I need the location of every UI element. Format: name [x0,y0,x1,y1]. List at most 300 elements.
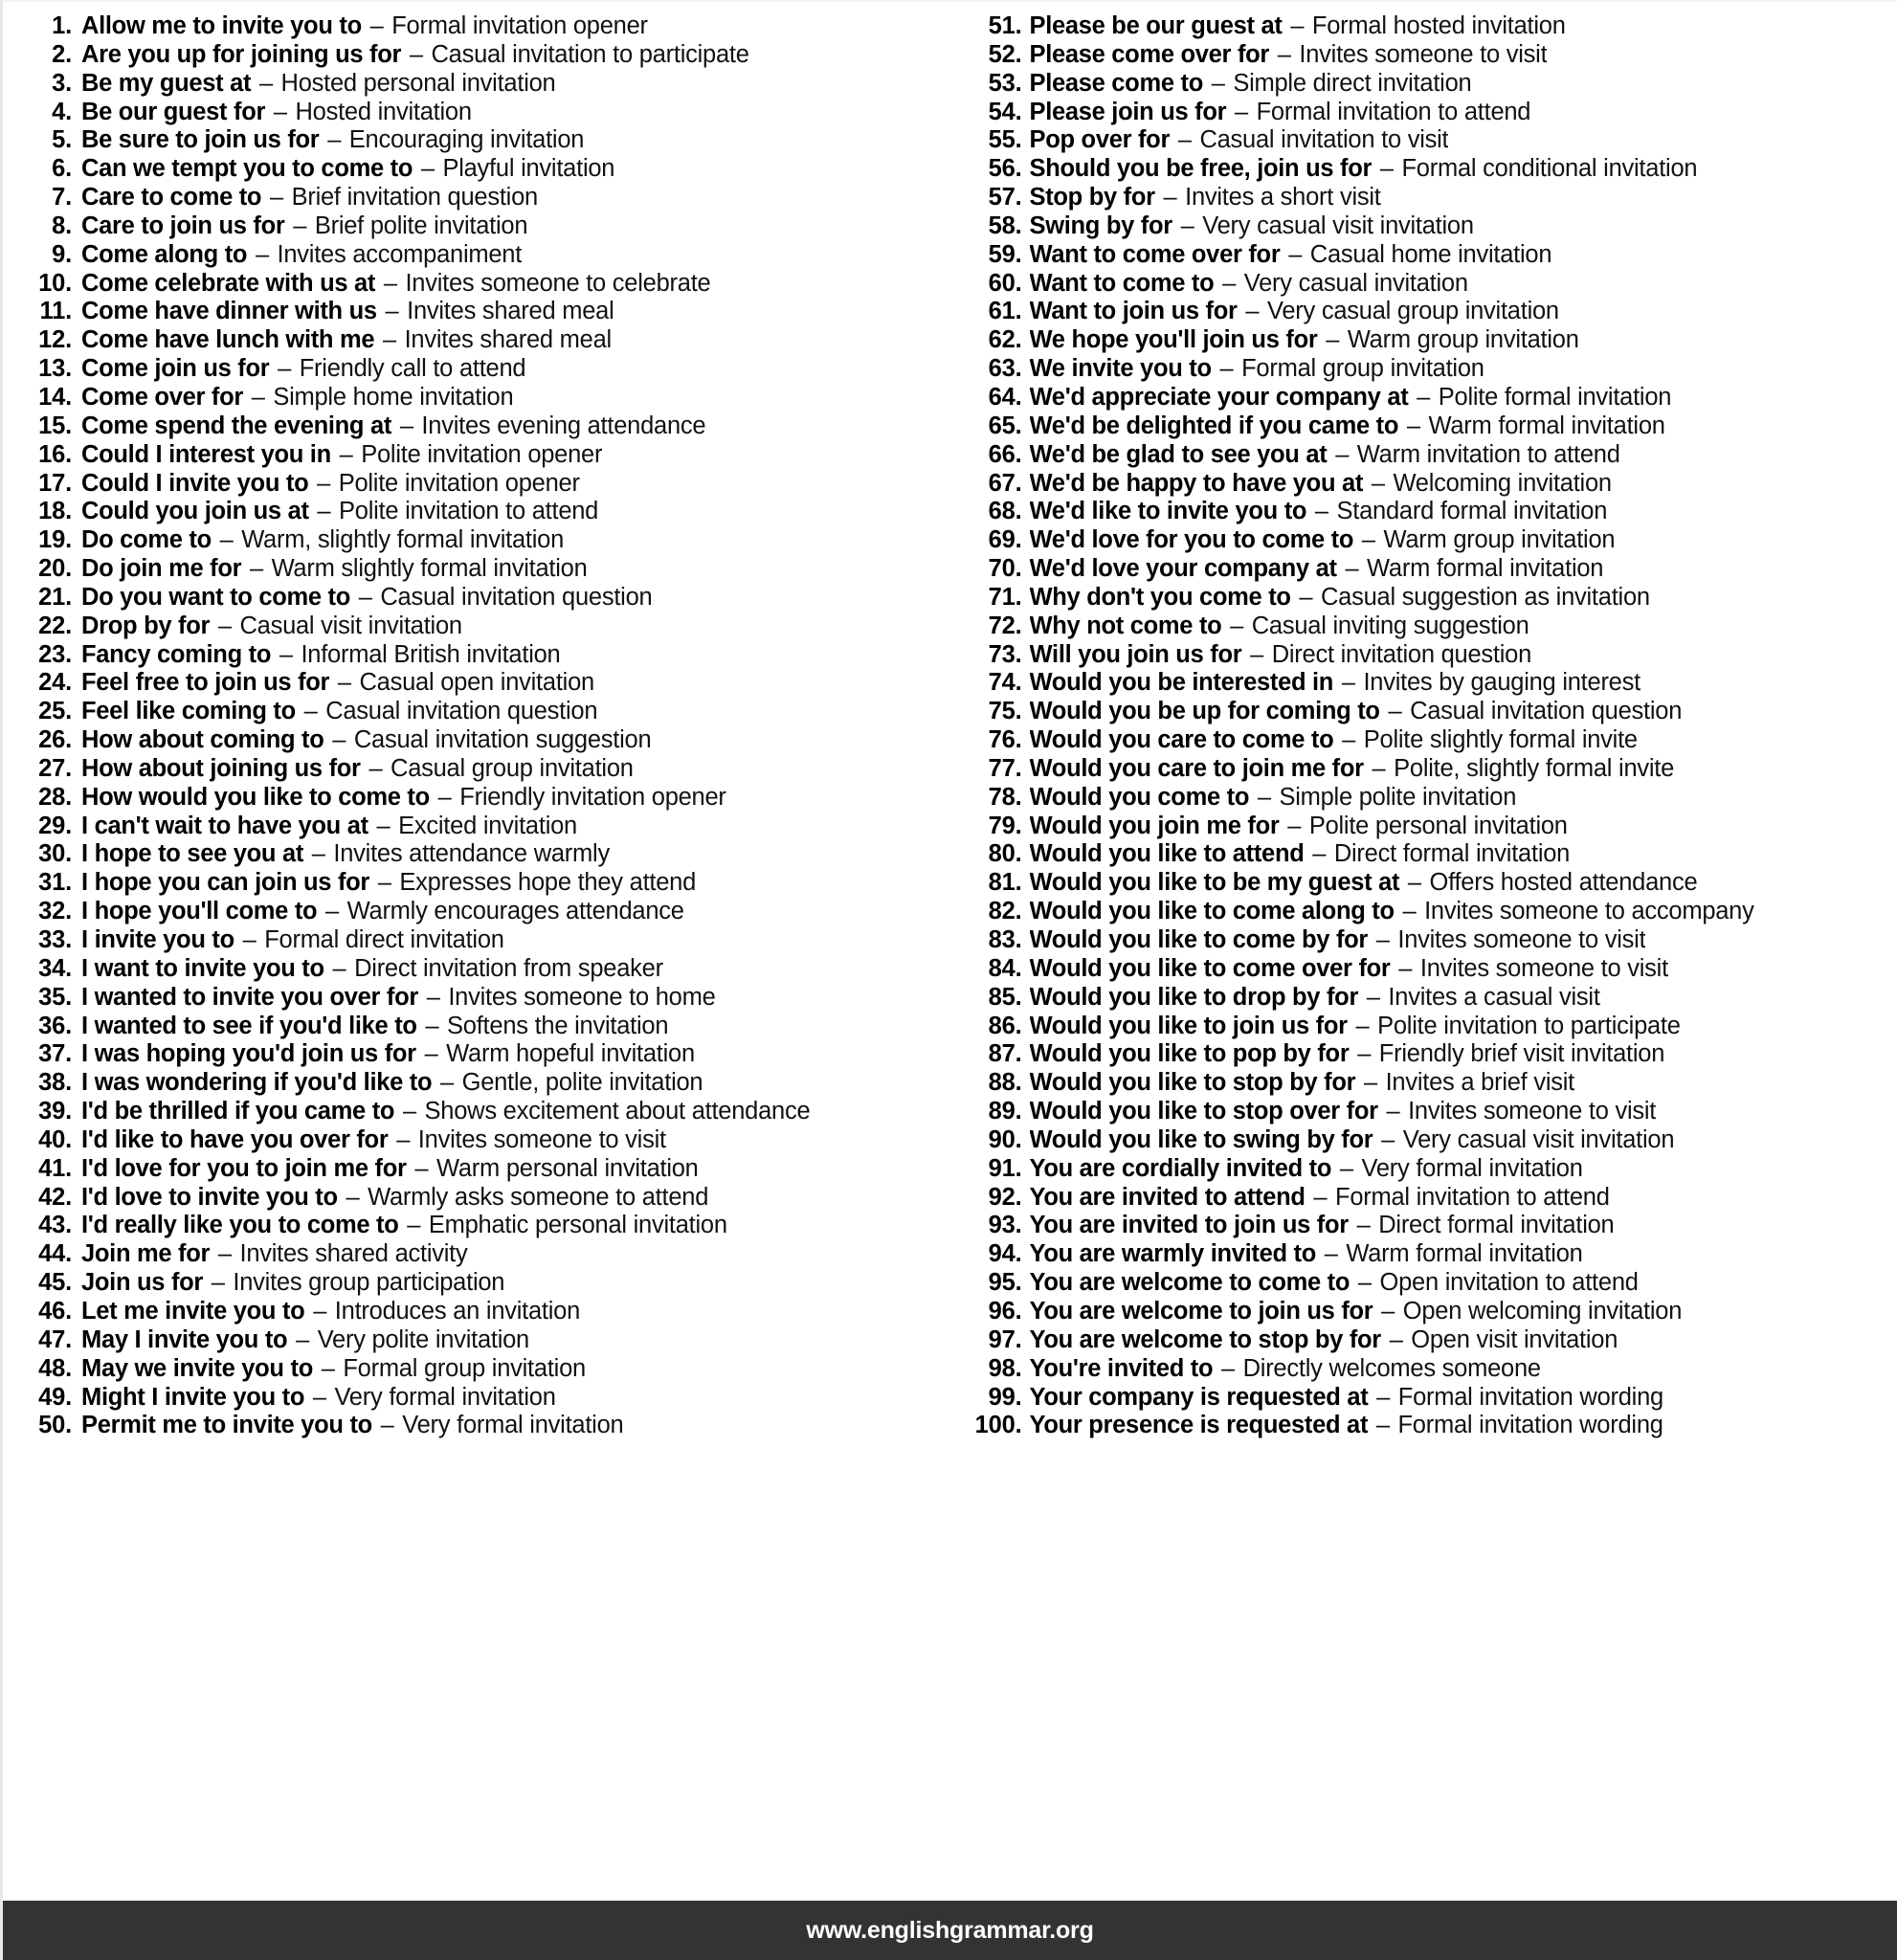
dash-separator: – [1163,184,1177,212]
list-item-body [81,955,663,984]
list-item [959,526,1897,555]
dash-separator: – [1314,498,1328,525]
list-item-body [1030,1040,1665,1069]
dash-separator: – [1376,1383,1390,1411]
invitation-phrase: Come have dinner with us [81,298,377,325]
list-item-body [81,669,594,698]
dash-separator: – [293,212,307,239]
list-item [959,1384,1897,1413]
list-item [18,1040,959,1069]
dash-separator: – [1288,240,1303,268]
list-item-number: 19. [38,526,72,554]
invitation-phrase: Please join us for [1029,98,1227,125]
invitation-phrase: Please be our guest at [1029,12,1283,39]
invitation-meaning: Open welcoming invitation [1402,1297,1683,1325]
list-item-number: 79. [988,812,1022,839]
dash-separator: – [409,40,423,68]
list-item [959,1212,1897,1240]
list-item-body [1030,212,1474,241]
invitation-phrase: I hope you'll come to [81,898,318,925]
list-item [959,669,1897,698]
invitation-phrase: Want to join us for [1029,298,1238,325]
invitation-meaning: Casual home invitation [1309,240,1552,268]
list-item [18,641,959,670]
invitation-phrase: Would you be interested in [1029,669,1334,697]
list-item-number: 58. [988,212,1022,239]
invitation-phrase: Come over for [81,383,243,411]
invitation-phrase: I can't wait to have you at [81,812,368,839]
list-item [959,926,1897,955]
list-item-number: 73. [988,640,1022,668]
two-column-list [3,2,1897,1897]
invitation-meaning: Very formal invitation [334,1383,556,1411]
invitation-phrase: I'd like to have you over for [81,1125,389,1153]
invitation-phrase: Will you join us for [1029,640,1242,668]
dash-separator: – [249,555,263,583]
invitation-meaning: Welcoming invitation [1393,469,1612,497]
invitation-meaning: Very formal invitation [402,1412,624,1439]
invitation-meaning: Gentle, polite invitation [461,1069,703,1097]
invitation-phrase: We hope you'll join us for [1029,326,1318,354]
invitation-meaning: Casual invitation to participate [431,40,749,68]
list-item-body [81,126,584,155]
invitation-meaning: Casual suggestion as invitation [1321,583,1650,611]
invitation-meaning: Encouraging invitation [348,126,585,154]
list-item [18,1098,959,1126]
list-item-body [81,1013,668,1041]
invitation-phrase: Please come over for [1029,40,1270,68]
invitation-meaning: Formal invitation to attend [1256,98,1531,125]
list-item-number: 92. [988,1183,1022,1211]
list-item-body [81,412,705,441]
invitation-meaning: Simple polite invitation [1279,783,1517,811]
list-item-number: 32. [38,898,72,925]
dash-separator: – [1222,269,1236,297]
invitation-phrase: You're invited to [1029,1354,1214,1382]
list-item [959,184,1897,212]
invitation-meaning: Casual invitation question [325,698,598,725]
list-item-number: 77. [988,754,1022,782]
list-item [959,1069,1897,1098]
list-item [18,784,959,813]
dash-separator: – [211,1269,225,1297]
list-item-body [1030,669,1640,698]
invitation-phrase: Come celebrate with us at [81,269,376,297]
invitation-phrase: Would you like to drop by for [1029,983,1359,1011]
list-item [959,1298,1897,1326]
list-item-number: 4. [52,98,72,125]
list-item-body [1030,99,1531,127]
invitation-phrase: Would you like to stop over for [1029,1098,1378,1125]
invitation-meaning: Introduces an invitation [334,1297,581,1325]
list-item [959,298,1897,326]
list-item-number: 47. [38,1325,72,1353]
invitation-phrase: Are you up for joining us for [81,40,402,68]
invitation-phrase: Why not come to [1029,612,1222,639]
list-item-number: 37. [38,1040,72,1068]
invitation-phrase: You are invited to join us for [1029,1212,1349,1239]
dash-separator: – [407,1212,421,1239]
list-item-number: 90. [988,1125,1022,1153]
list-item [959,984,1897,1013]
dash-separator: – [380,1412,394,1439]
invitation-phrase: Could I interest you in [81,440,331,468]
list-item-number: 33. [38,926,72,953]
invitation-meaning: Formal direct invitation [264,926,504,953]
footer-bar [3,1901,1897,1960]
dash-separator: – [1417,383,1431,411]
list-item-body [81,498,598,526]
list-item-body [1030,241,1552,270]
list-item-number: 72. [988,612,1022,639]
invitation-meaning: Warm formal invitation [1428,412,1665,439]
list-item [18,926,959,955]
list-item-number: 17. [38,469,72,497]
list-item-body [1030,441,1620,470]
invitation-meaning: Formal invitation to attend [1335,1183,1610,1211]
dash-separator: – [1299,583,1313,611]
list-item [18,270,959,299]
invitation-meaning: Formal invitation wording [1397,1412,1663,1439]
list-item [959,1355,1897,1384]
list-item-number: 41. [38,1154,72,1182]
invitation-meaning: Very formal invitation [1361,1154,1583,1182]
list-item-number: 49. [38,1383,72,1411]
list-item-body [1030,1069,1575,1098]
dash-separator: – [1339,1154,1353,1182]
list-item [18,726,959,755]
dash-separator: – [399,412,413,439]
invitation-phrase: Would you like to stop by for [1029,1069,1356,1097]
invitation-phrase: You are welcome to stop by for [1029,1325,1381,1353]
invitation-phrase: Want to come over for [1029,240,1281,268]
list-item-number: 95. [988,1269,1022,1297]
list-item-number: 70. [988,555,1022,583]
dash-separator: – [317,469,330,497]
list-item-number: 10. [38,269,72,297]
invitation-phrase: Do you want to come to [81,583,350,611]
list-item [959,126,1897,155]
list-item-number: 61. [988,298,1022,325]
list-item-number: 3. [52,69,72,97]
dash-separator: – [1342,726,1355,754]
list-item-number: 6. [52,155,72,183]
invitation-phrase: You are warmly invited to [1029,1240,1317,1268]
invitation-meaning: Warm invitation to attend [1356,440,1620,468]
list-item [18,669,959,698]
list-item-body [81,1212,727,1240]
invitation-meaning: Expresses hope they attend [399,869,697,897]
list-item [959,1184,1897,1213]
invitation-meaning: Invites someone to visit [1299,40,1548,68]
list-item-number: 66. [988,440,1022,468]
invitation-phrase: Would you like to swing by for [1029,1125,1373,1153]
list-item [18,155,959,184]
dash-separator: – [278,355,291,383]
dash-separator: – [437,783,452,811]
list-item-number: 94. [988,1240,1022,1268]
dash-separator: – [1375,926,1390,953]
invitation-meaning: Polite, slightly formal invite [1394,754,1675,782]
list-item [959,355,1897,384]
invitation-phrase: I hope you can join us for [81,869,370,897]
dash-separator: – [358,583,372,611]
dash-separator: – [1406,412,1420,439]
invitation-meaning: Warm formal invitation [1346,1240,1583,1268]
dash-separator: – [1177,126,1192,154]
dash-separator: – [1287,812,1302,839]
invitation-meaning: Brief polite invitation [314,212,528,239]
dash-separator: – [1235,98,1248,125]
dash-separator: – [426,983,440,1011]
invitation-meaning: Informal British invitation [301,640,561,668]
list-item [959,1040,1897,1069]
list-item-number: 35. [38,983,72,1011]
invitation-meaning: Hosted personal invitation [280,69,556,97]
list-item-number: 25. [38,698,72,725]
dash-separator: – [420,155,435,183]
list-item [959,1155,1897,1184]
list-item-body [81,1240,468,1269]
list-item [18,898,959,926]
list-item-number: 97. [988,1325,1022,1353]
list-item-number: 54. [988,98,1022,125]
list-item-number: 69. [988,526,1022,554]
invitation-phrase: I'd be thrilled if you came to [81,1098,395,1125]
invitation-meaning: Polite formal invitation [1438,383,1672,411]
list-item [959,840,1897,869]
list-item-body [81,241,522,270]
dash-separator: – [383,326,396,354]
invitation-meaning: Warm formal invitation [1367,555,1604,583]
dash-separator: – [1312,840,1327,868]
invitation-meaning: Shows excitement about attendance [424,1098,811,1125]
invitation-meaning: Invites someone to visit [1419,954,1668,982]
list-item [959,1412,1897,1440]
invitation-meaning: Emphatic personal invitation [428,1212,727,1239]
list-item-body [1030,526,1616,555]
list-item-body [1030,813,1568,841]
list-item-body [81,555,588,584]
list-item-body [81,984,716,1013]
dash-separator: – [1277,40,1291,68]
dash-separator: – [1230,612,1244,639]
invitation-meaning: Friendly invitation opener [459,783,726,811]
dash-separator: – [1371,469,1385,497]
list-item-body [1030,1269,1639,1298]
invitation-phrase: Come have lunch with me [81,326,375,354]
list-item-body [1030,1184,1610,1213]
list-item [18,555,959,584]
list-item-number: 98. [988,1354,1022,1382]
list-item-number: 34. [38,954,72,982]
invitation-meaning: Very casual visit invitation [1202,212,1474,239]
list-item-number: 2. [52,40,72,68]
invitation-meaning: Formal invitation opener [391,12,648,39]
list-item-number: 55. [988,126,1022,154]
list-item-body [1030,155,1698,184]
list-item-body [81,898,684,926]
dash-separator: – [1388,698,1402,725]
list-item-number: 52. [988,40,1022,68]
dash-separator: – [1375,1412,1390,1439]
invitation-meaning: Invites a brief visit [1385,1069,1574,1097]
invitation-meaning: Playful invitation [442,155,615,183]
invitation-meaning: Direct invitation question [1271,640,1532,668]
list-item-number: 8. [52,212,72,239]
dash-separator: – [1372,754,1386,782]
invitation-meaning: Warm hopeful invitation [446,1040,695,1068]
list-item [18,813,959,841]
invitation-phrase: Care to join us for [81,212,285,239]
list-item-number: 67. [988,469,1022,497]
invitation-meaning: Casual invitation question [1410,698,1683,725]
invitation-phrase: We'd appreciate your company at [1029,383,1409,411]
invitation-meaning: Invites someone to visit [1397,926,1646,953]
list-item [18,1184,959,1213]
invitation-meaning: Casual group invitation [391,754,634,782]
invitation-phrase: You are welcome to join us for [1029,1297,1373,1325]
invitation-meaning: Softens the invitation [447,1012,669,1039]
invitation-phrase: Would you like to be my guest at [1029,869,1400,897]
list-item-body [81,1126,666,1155]
dash-separator: – [255,240,269,268]
list-item-number: 28. [38,783,72,811]
list-item-body [81,1326,529,1355]
list-item [18,126,959,155]
list-item [959,898,1897,926]
dash-separator: – [396,1125,411,1153]
list-item [959,1098,1897,1126]
list-item-body [1030,898,1754,926]
list-item [18,840,959,869]
list-item [959,412,1897,441]
invitation-phrase: Want to come to [1029,269,1215,297]
list-item [959,869,1897,898]
list-item-number: 23. [38,640,72,668]
dash-separator: – [1180,212,1194,239]
dash-separator: – [1341,669,1355,697]
dash-separator: – [1357,1269,1372,1297]
list-item-body [81,926,504,955]
list-item [18,1155,959,1184]
list-item [18,70,959,99]
dash-separator: – [440,1069,454,1097]
list-item [959,155,1897,184]
dash-separator: – [1381,1125,1395,1153]
list-item [18,955,959,984]
dash-separator: – [369,12,384,39]
dash-separator: – [1211,69,1225,97]
dash-separator: – [346,1183,360,1211]
list-item-body [81,1384,556,1413]
invitation-meaning: Friendly call to attend [299,355,526,383]
invitation-phrase: Why don't you come to [1029,583,1291,611]
dash-separator: – [296,1325,309,1353]
invitation-meaning: Invites someone to visit [1408,1098,1657,1125]
list-item [18,1355,959,1384]
list-item-body [81,326,612,355]
dash-separator: – [1219,355,1234,383]
invitation-meaning: Formal conditional invitation [1401,155,1698,183]
list-item [18,241,959,270]
invitation-phrase: I was hoping you'd join us for [81,1040,416,1068]
invitation-meaning: Brief invitation question [291,184,538,212]
dash-separator: – [1366,983,1380,1011]
list-item-number: 93. [988,1212,1022,1239]
list-item-number: 53. [988,69,1022,97]
invitation-meaning: Very casual invitation [1243,269,1468,297]
list-item-number: 46. [38,1297,72,1325]
invitation-meaning: Formal hosted invitation [1311,12,1566,39]
list-item-number: 13. [38,355,72,383]
list-item-number: 86. [988,1012,1022,1039]
list-item-body [1030,384,1672,412]
dash-separator: – [258,69,273,97]
list-item-body [81,612,462,641]
list-item-body [81,1040,695,1069]
invitation-meaning: Polite personal invitation [1308,812,1568,839]
invitation-meaning: Formal invitation wording [1397,1383,1663,1411]
list-item-body [81,70,555,99]
dash-separator: – [332,726,346,754]
list-item [18,184,959,212]
dash-separator: – [279,640,293,668]
dash-separator: – [1335,440,1350,468]
list-item-number: 1. [52,12,72,39]
invitation-phrase: How about joining us for [81,754,361,782]
dash-separator: – [1326,326,1340,354]
list-item-body [1030,126,1449,155]
list-item-number: 26. [38,726,72,754]
invitation-phrase: Might I invite you to [81,1383,305,1411]
list-item [18,384,959,412]
list-item-body [1030,498,1608,526]
dash-separator: – [1389,1325,1403,1353]
invitation-phrase: Come join us for [81,355,270,383]
dash-separator: – [217,612,232,639]
dash-separator: – [425,1012,439,1039]
list-item-body [81,526,564,555]
list-item-number: 89. [988,1098,1022,1125]
dash-separator: – [312,1383,326,1411]
list-item-number: 22. [38,612,72,639]
invitation-phrase: Be our guest for [81,98,266,125]
list-item-body [1030,12,1566,41]
list-item-number: 83. [988,926,1022,953]
list-item [959,641,1897,670]
list-item [18,470,959,499]
list-item [959,70,1897,99]
list-item [959,1126,1897,1155]
list-item-body [81,726,651,755]
list-item-number: 75. [988,698,1022,725]
invitation-meaning: Simple home invitation [273,383,514,411]
invitation-phrase: We'd like to invite you to [1029,498,1307,525]
invitation-meaning: Very polite invitation [317,1325,529,1353]
site-url-label: www.englishgrammar.org [806,1916,1094,1944]
dash-separator: – [325,898,339,925]
list-item-number: 56. [988,155,1022,183]
list-item-body [81,698,597,726]
list-item-number: 30. [38,840,72,868]
invitation-meaning: Friendly brief visit invitation [1378,1040,1665,1068]
invitation-meaning: Formal group invitation [1241,355,1484,383]
dash-separator: – [311,840,325,868]
invitation-meaning: Standard formal invitation [1336,498,1608,525]
list-item-body [1030,955,1668,984]
right-column [959,12,1897,1440]
